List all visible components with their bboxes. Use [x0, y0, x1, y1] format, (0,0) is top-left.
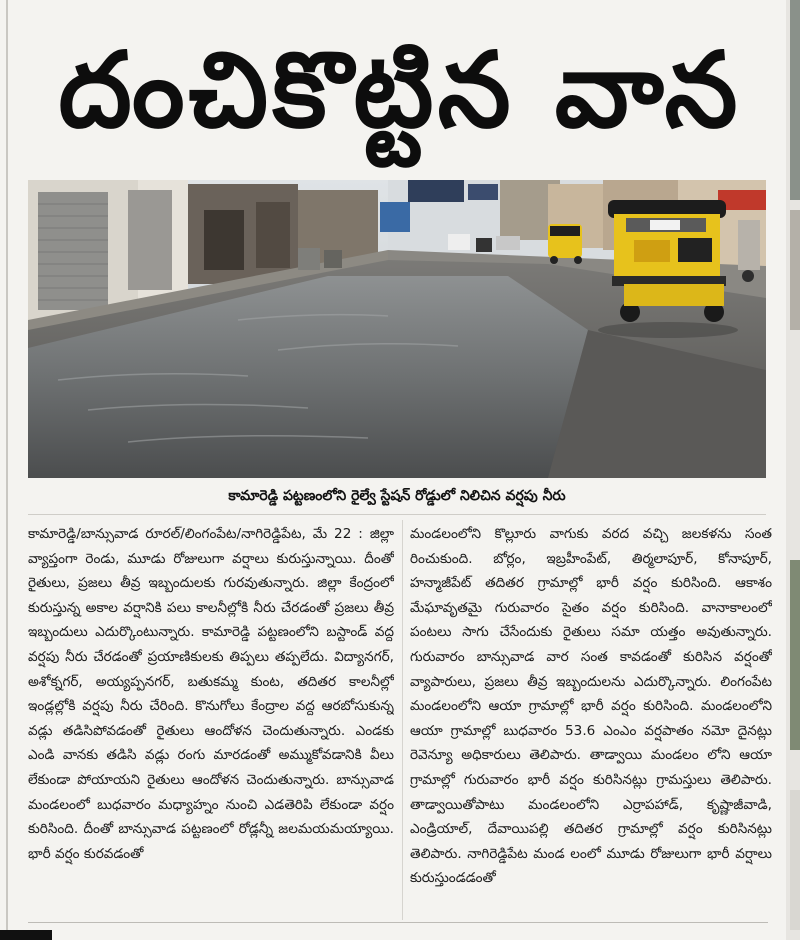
caption-divider: [28, 514, 766, 515]
hoarding-left: [408, 180, 464, 202]
article-column-right: మండలంలోని కొల్లూరు వాగుకు వరద వచ్చి జలకళను సంత రించుకుంది. బోర్లం, ఇబ్రహీంపేట్, తిర్మలాపూర్, కోనాపూర్, హన్మాజీపేట్ తదితర గ్రామాల్లో భారీ వర్షం కురిసింది. ఆకాశం మేఘావృతమై గురువారం సైతం వర్షం కురిసింది. వానాకాలంలో పంటలు సాగు చేసేందుకు రైతులు సమా యత్తం అవుతున్నారు. గురువారం బాన్సువాడ వార సంత కావడంతో కురిసిన వర్షంతో వ్యాపారులు, ప్రజలు తీవ్ర ఇబ్బందులను ఎదుర్కొన్నారు. లింగంపేట మండలంలోని ఆయా గ్రామాల్లో భారీ వర్షం కురిసింది. మండలంలోని ఆయా గ్రామాల్లో బుధవారం 53.6 ఎంఎం వర్షపాతం నమో దైనట్లు రెవెన్యూ అధికారులు తెలిపారు. తాడ్వాయి మండలం లోని ఆయా గ్రామాల్లో గురువారం భారీ వర్షం కురిసినట్లు గ్రామస్తులు తెలిపారు. తాడ్వాయితోపాటు మండలంలోని ఎర్రాపహాడ్, కృష్ణాజీవాడి, ఎండ్రియాల్, దేవాయిపల్లి తదితర గ్రామాల్లో వర్షం కురిసినట్లు తెలిపారు. నాగిరెడ్డిపేట మండ లంలో మూడు రోజులుగా భారీ వర్షాలు కురుస్తుండడంతో: [410, 526, 772, 887]
corner-marker: [0, 930, 52, 940]
bottom-rule: [28, 922, 768, 923]
column-rule: [402, 520, 403, 920]
article-column-left: కామారెడ్డి/బాన్సువాడ రూరల్/లింగంపేట/నాగిరెడ్డిపేట, మే 22 : జిల్లా వ్యాప్తంగా రెండు, మూడు రోజులుగా వర్షాలు కురుస్తున్నాయి. దీంతో రైతులు, ప్రజలు తీవ్ర ఇబ్బందులకు గురవుతున్నారు. జిల్లా కేంద్రంలో కురుస్తున్న అకాల వర్షానికి పలు కాలనీల్లోకి నీరు చేరడంతో ప్రజలు తీవ్ర ఇబ్బందులు ఎదుర్కొంటున్నారు. కామారెడ్డి పట్టణంలోని బస్టాండ్ వద్ద వర్షపు నీరు చేరడంతో ప్రయాణికులకు తిప్పలు తప్పలేదు. విద్యానగర్, అశోక్నగర్, అయ్యప్పనగర్, బతుకమ్మ కుంట, తదితర కాలనీల్లో ఇండ్లల్లోకి వర్షపు నీరు చేరింది. కొనుగోలు కేంద్రాల వద్ద ఆరబోసుకున్న వడ్లు తడిసిపోవడంతో రైతులు ఆందోళన చెందుతున్నారు. ఎండకు ఎండి వానకు తడిసి వడ్లు రంగు మారడంతో అమ్ముకోవడానికి వీలు లేకుండా పోయాయని రైతులు ఆందోళన చెందుతున్నారు. బాన్సువాడ మండలంలో బుధవారం మధ్యాహ్నం నుంచి ఎడతెరిపి లేకుండా వర్షం కురిసింది. దీంతో బాన్సువాడ పట్టణంలో రోడ్లన్నీ జలమయమయ్యాయి. భారీ వర్షం కురవడంతో: [28, 526, 394, 862]
car-distant: [448, 234, 470, 250]
news-photo: [28, 180, 766, 478]
headline: దంచికొట్టిన వాన: [58, 29, 742, 151]
flooded-street-illustration: [28, 180, 766, 478]
adjacent-page-strip: [786, 0, 800, 940]
left-margin-rule: [6, 0, 8, 940]
auto-rickshaw-main: [608, 200, 726, 322]
auto-rickshaw-small: [548, 224, 582, 264]
photo-caption: కామారెడ్డి పట్టణంలోని రైల్వే స్టేషన్ రోడ్డులో నిలిచిన వర్షపు నీరు: [228, 488, 566, 504]
